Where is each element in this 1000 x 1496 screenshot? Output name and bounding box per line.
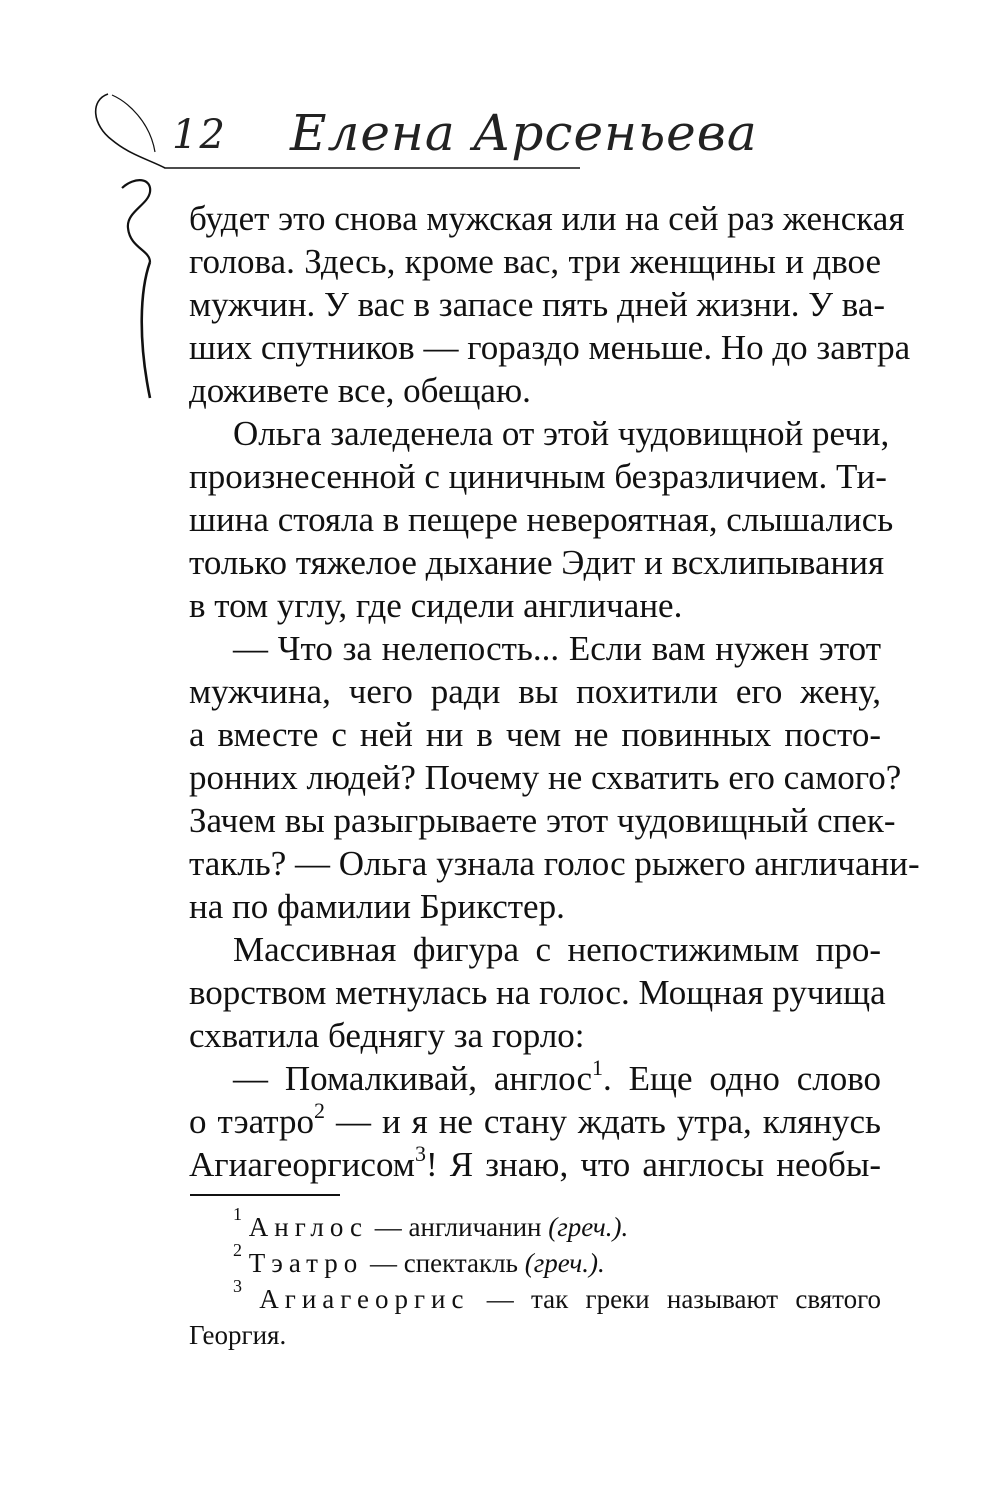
- text-line: — Помалкивай, англос$^1$. Еще одно слово: [233, 1055, 882, 1098]
- text-line: произнесенной с циничным безразличием. Ти-: [189, 457, 887, 496]
- text-line: а вместе с ней ни в чем не повинных посто-: [189, 715, 881, 754]
- text-line: Массивная фигура с непостижимым про-: [233, 930, 881, 969]
- footnote-ref[interactable]: 3: [414, 1141, 426, 1167]
- text-line: мужчин. У вас в запасе пять дней жизни. У ва-: [189, 285, 886, 324]
- text-line: голова. Здесь, кроме вас, три женщины и двое: [189, 242, 881, 281]
- text-line: на по фамилии Брикстер.: [189, 887, 565, 926]
- footnote-ref[interactable]: 1: [592, 1055, 604, 1081]
- text-line: только тяжелое дыхание Эдит и всхлипывания: [189, 543, 885, 582]
- text-line: в том углу, где сидели англичане.: [189, 586, 683, 625]
- text-line: доживете все, обещаю.: [189, 371, 531, 410]
- footnote-continuation: Георгия.: [189, 1320, 287, 1350]
- running-head-author: Елена Арсеньева: [290, 104, 758, 162]
- text-line: будет это снова мужская или на сей раз женская: [189, 199, 905, 238]
- text-line: Ольга заледенела от этой чудовищной речи,: [233, 414, 890, 453]
- text-line: ших спутников — гораздо меньше. Но до завтра: [189, 328, 911, 367]
- text-line: ронних людей? Почему не схватить его самого?: [189, 758, 902, 797]
- footnote: $^2$ Тэатро — спектакль (греч.).: [233, 1240, 605, 1278]
- footnote-ref[interactable]: 2: [314, 1098, 326, 1124]
- text-line: такль? — Ольга узнала голос рыжего англичани-: [189, 844, 920, 883]
- text-line: о тэатро$^2$ — и я не стану ждать утра, клянусь: [189, 1098, 882, 1141]
- footnote-separator: [190, 1194, 340, 1196]
- text-line: мужчина, чего ради вы похитили его жену,: [189, 672, 881, 711]
- footnote: $^1$ Англос — англичанин (греч.).: [233, 1204, 629, 1242]
- text-line: — Что за нелепость... Если вам нужен этот: [233, 629, 881, 668]
- text-line: схватила беднягу за горло:: [189, 1016, 585, 1055]
- footnote: $^3$ Агиагеоргис — так греки называют святого: [233, 1276, 881, 1314]
- text-line: Зачем вы разыгрываете этот чудовищный спек-: [189, 801, 896, 840]
- text-line: ворством метнулась на голос. Мощная ручища: [189, 973, 886, 1012]
- text-line: Агиагеоргисом$^3$! Я знаю, что англосы необы-: [189, 1141, 881, 1184]
- page-number: 12: [172, 112, 227, 158]
- text-line: шина стояла в пещере невероятная, слышались: [189, 500, 894, 539]
